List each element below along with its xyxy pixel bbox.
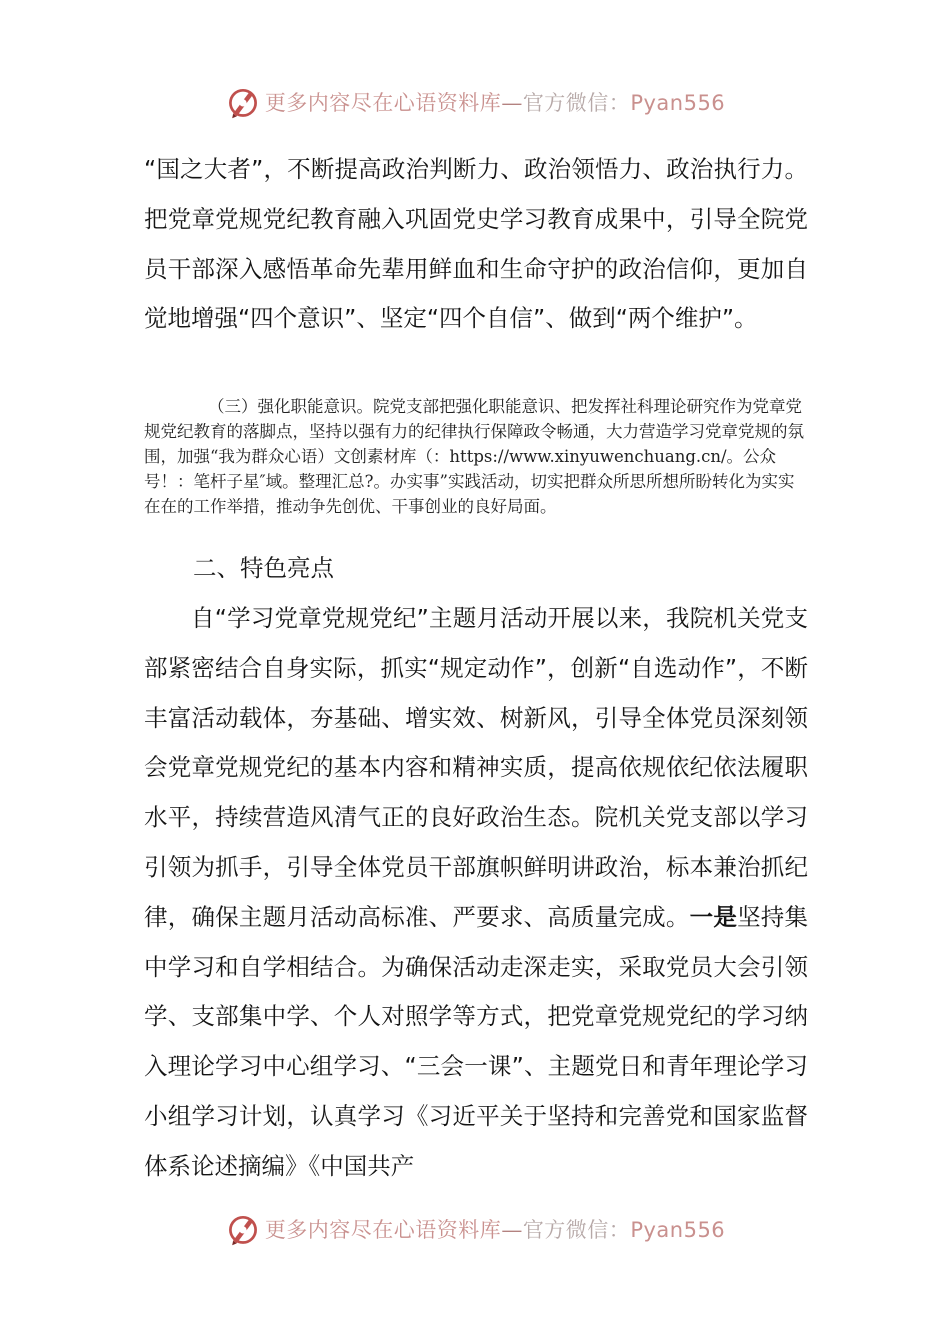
footer-watermark [0, 1209, 950, 1249]
watermark-text [265, 87, 725, 117]
section-heading: 二、特色亮点 [193, 554, 334, 582]
highlights-text-b: 坚持集中学习和自学相结合。为确保活动走深走实，采取党员大会引领学、支部集中学、个人对照学等方式，把党章党规党纪的学习纳入理论学习中心组学习、“三会一课”、主题党日和青年理论学习小组学习计划，认真学习《习近平关于坚持和完善党和国家监督体系论述摘编》《中国共产 [144, 902, 809, 1180]
watermark-dash: — [501, 91, 523, 115]
document-body-highlights [144, 594, 808, 1192]
watermark-wechat-id: Pyan556 [630, 91, 726, 115]
watermark-wechat-label: 官方微信： [522, 91, 631, 115]
highlights-text-a: 自“学习党章党规党纪”主题月活动开展以来，我院机关党支部紧密结合自身实际，抓实“规定动作”，创新“自选动作”，不断丰富活动载体，夯基础、增实效、树新风，引导全体党员深刻领会党章党规党纪的基本内容和精神实质，提高依规依纪依法履职水平，持续营造风清气正的良好政治生态。院机关党支部以学习引领为抓手，引导全体党员干部旗帜鲜明讲政治，标本兼治抓纪律，确保主题月活动高标准、严要求、高质量完成。 [144, 604, 808, 931]
document-body-small [144, 394, 808, 519]
pen-logo-icon [225, 1211, 261, 1247]
highlights-emphasis: 一是 [689, 902, 738, 931]
paragraph-highlights [144, 594, 808, 1192]
pen-logo-icon [225, 84, 261, 120]
document-body [144, 145, 808, 344]
header-watermark [0, 82, 950, 122]
watermark-text [265, 1214, 725, 1244]
watermark-wechat-id: Pyan556 [630, 1218, 726, 1242]
watermark-wechat-label: 官方微信： [522, 1218, 631, 1242]
section-heading-wrap [144, 549, 808, 583]
watermark-site: 更多内容尽在心语资料库 [264, 91, 502, 115]
watermark-dash: — [501, 1218, 523, 1242]
watermark-site: 更多内容尽在心语资料库 [264, 1218, 502, 1242]
paragraph-function-awareness: （三）强化职能意识。院党支部把强化职能意识、把发挥社科理论研究作为党章党规党纪教育的落脚点，坚持以强有力的纪律执行保障政令畅通，大力营造学习党章党规的氛围，加强“我为群众心语）文创素材库（：https://www.xinyuwenchuang.cn/。公众号！：笔杆子星″域。整理汇总?。办实事”实践活动，切实把群众所思所想所盼转化为实实在在的工作举措，推动争先创优、干事创业的良好局面。 [144, 397, 804, 516]
paragraph-political: “国之大者”，不断提高政治判断力、政治领悟力、政治执行力。把党章党规党纪教育融入巩固党史学习教育成果中，引导全院党员干部深入感悟革命先辈用鲜血和生命守护的政治信仰，更加自觉地增强“四个意识”、坚定“四个自信”、做到“两个维护”。 [144, 155, 808, 333]
